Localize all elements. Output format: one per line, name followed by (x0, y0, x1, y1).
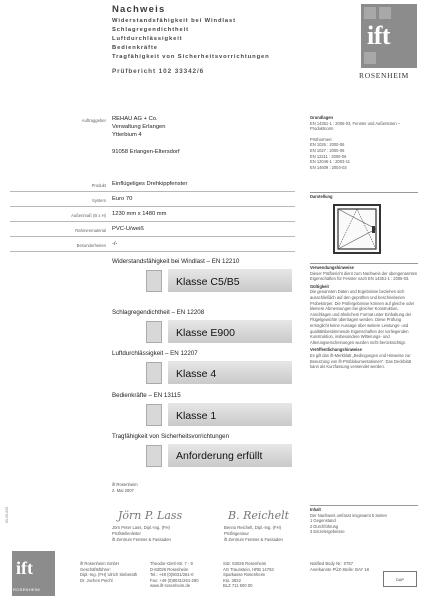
safety-device-icon (146, 445, 162, 467)
window-sash-svg (335, 206, 379, 252)
rc-divider (310, 263, 418, 264)
client-address: 91058 Erlangen-Eltersdorf (112, 149, 180, 155)
client-label: Auftraggeber (81, 118, 106, 123)
dimensions-label: Außenmaß (B x H) (71, 213, 106, 218)
document-title: Nachweis (112, 4, 166, 15)
footer-line: D-83026 Rosenheim (150, 566, 189, 572)
signature-left: Jörn P. Lass (118, 509, 183, 522)
signatory-dept: ift Zentrum Fenster & Fassaden (112, 537, 171, 542)
row-divider (10, 221, 295, 222)
operating-force-icon (146, 404, 162, 426)
veroeff-title: Veröffentlichungshinweise (310, 347, 362, 353)
footer-notified-body (310, 561, 390, 572)
footer-line: Sitz: 83026 Rosenheim (223, 561, 267, 566)
client-line: Ytterbium 4 (112, 132, 142, 138)
gueltigkeit-text: Die genannten Daten und Ergebnisse beziehen sich ausschließlich auf den geprüften und beschriebenen Probekörper. Die Prüfergebnisse können auf gleiche oder kleinere Abmessungen bei gleicher Konstruktion, Anschlägen und ähnlichem Format unter Einhaltung der Flügelgewichte übertragen werden. Diese Prüfung ermöglicht keine Aussage über weitere Leistungs- und qualitätsbestimmende Eigenschaften der vorliegenden Konstruktion, insbesondere Witterungs- und Alterungserscheinungen wurden nicht berücksichtigt. (310, 289, 415, 345)
footer-line: Dipl.-Ing. (FH) Ulrich Sieberath (80, 572, 138, 578)
class-value: Klasse C5/B5 (176, 276, 240, 288)
darstellung-label: Darstellung (310, 194, 333, 199)
product-label: Produkt (91, 183, 106, 188)
inhalt-item: 2 Durchführung (310, 523, 339, 529)
footer-line: Kto. 3822 (223, 577, 241, 583)
darstellung-title (310, 194, 418, 200)
inhalt-text: Der Nachweis umfasst insgesamt 5 Seiten (310, 512, 387, 518)
grundlagen-title: Grundlagen (310, 115, 333, 120)
row-divider (10, 191, 295, 192)
footer-company (80, 561, 148, 583)
class-heading: Schlagregendichtheit – EN 12208 (112, 309, 205, 316)
inhalt-block (310, 507, 418, 535)
class-heading: Widerstandsfähigkeit bei Windlast – EN 12210 (112, 258, 240, 265)
footer-line: ift Rosenheim GmbH (80, 561, 119, 566)
rc-divider (310, 505, 418, 506)
footer-line: Dr. Jochen Peichl (80, 577, 113, 583)
footer-logo-subtext: ROSENHEIM (13, 587, 40, 592)
class-heading: Tragfähigkeit von Sicherheitsvorrichtungen (112, 433, 230, 440)
norm-item: EN 14609 : 2004-03 (310, 164, 347, 170)
footer-registry (223, 561, 299, 589)
footer-line: AG Traunstein, HRB 14763 (223, 566, 274, 572)
signatory-name: Benno Reichelt, Dipl.-Ing. (FH) (224, 525, 282, 530)
client-line: Verwaltung Erlangen (112, 124, 166, 130)
footer-line: Sparkasse Rosenheim (223, 572, 266, 578)
norm-item: EN 12211 : 2000-06 (310, 153, 347, 159)
signatory-name: Jörn Peter Lass, Dipl.-Ing. (FH) (112, 525, 170, 530)
hinweise-block (310, 265, 418, 370)
norm-item: EN 1026 : 2000-06 (310, 142, 345, 148)
rain-icon (146, 321, 162, 343)
footer-line: Notified Body Nr.: 0757 (310, 561, 354, 566)
footer-line: Theodor-Gietl-Str. 7 - 9 (150, 561, 193, 566)
signatory-role: Prüfingenieur (224, 531, 249, 536)
special-value: -/- (112, 241, 118, 247)
accreditation-badge: DAP (383, 571, 417, 587)
air-permeability-icon (146, 362, 162, 384)
form-code: 60-00-835 (5, 506, 9, 523)
dimensions-value: 1230 mm x 1480 mm (112, 211, 167, 217)
issue-place: ift Rosenheim (112, 482, 138, 487)
wind-load-icon (146, 270, 162, 292)
grundlagen-text: EN 14351-1 : 2006-03, Fenster und Außentüren – Produktnorm (310, 120, 401, 132)
report-number: Prüfbericht 102 33342/6 (112, 68, 205, 75)
hinweise-text: Dieser Prüfbericht dient zum Nachweis der obengenannten Eigenschaften für Fenster nach EN 14351-1 : 2006-03. (310, 270, 418, 282)
subtitle-line: Bedienkräfte (112, 45, 158, 51)
hinweise-title: Verwendungshinweise (310, 265, 354, 270)
material-label: Rahmenmaterial (75, 228, 106, 233)
subtitle-line: Luftdurchlässigkeit (112, 36, 183, 42)
class-value: Klasse 4 (176, 368, 217, 380)
issue-date: 2. Mai 2007 (112, 488, 134, 493)
norm-item: EN 12046-1 : 2003-11 (310, 159, 350, 165)
row-divider (10, 236, 295, 237)
inhalt-title: Inhalt (310, 507, 321, 512)
inhalt-item: 1 Gegenstand (310, 518, 336, 524)
footer-line: Fax: +49 (0)8031/261-290 (150, 577, 199, 583)
row-divider (10, 206, 295, 207)
subtitle-line: Widerstandsfähigkeit bei Windlast (112, 18, 236, 24)
footer-line: Tel.: +49 (0)8031/261-0 (150, 572, 194, 578)
system-label: System (92, 198, 106, 203)
veroeff-text: Es gilt das ift-Merkblatt „Bedingungen und Hinweise zur Benutzung von ift-Prüfdokumentationen“. Das Deckblatt kann als Kurzfassung verwendet werden. (310, 352, 412, 370)
footer-line: BLZ 711 500 00 (223, 583, 253, 589)
logo-subtext: ROSENHEIM (359, 71, 410, 80)
window-drawing (333, 204, 381, 254)
class-heading: Luftdurchlässigkeit – EN 12207 (112, 350, 198, 357)
client-line: REHAU AG + Co. (112, 116, 158, 122)
signature-right: B. Reichelt (228, 509, 290, 522)
subtitle-line: Tragfähigkeit von Sicherheitsvorrichtungen (112, 54, 270, 60)
product-value: Einflügeliges Drehkippfenster (112, 181, 188, 187)
inhalt-item: 3 Einzelergebnisse (310, 529, 345, 535)
pruefnormen-title: Prüfnormen: (310, 136, 333, 142)
footer-logo-text: ift (16, 558, 33, 578)
subtitle-line: Schlagregendichtheit (112, 27, 189, 33)
class-value: Klasse E900 (176, 327, 235, 339)
footer-line: Anerkannte PÜZ-Stelle: BAY 18 (310, 566, 369, 572)
norm-item: EN 1027 : 2000-06 (310, 147, 345, 153)
footer-address (150, 561, 220, 589)
grundlagen-block (310, 115, 418, 170)
material-value: PVC-U/weiß (112, 226, 144, 232)
signatory-dept: ift Zentrum Fenster & Fassaden (224, 537, 283, 542)
footer-line: www.ift-rosenheim.de (150, 583, 191, 589)
system-value: Euro 70 (112, 196, 133, 202)
signatory-role: Prüfstellenleiter (112, 531, 141, 536)
rc-divider (310, 192, 418, 193)
gueltigkeit-title: Gültigkeit (310, 283, 329, 289)
row-divider (10, 251, 295, 252)
class-heading: Bedienkräfte – EN 13115 (112, 392, 181, 399)
special-label: Besonderheiten (76, 243, 106, 248)
logo-text: ift (367, 21, 391, 50)
footer-line: Geschäftsführer: (80, 566, 111, 572)
class-value: Anforderung erfüllt (176, 450, 263, 462)
class-value: Klasse 1 (176, 410, 217, 422)
